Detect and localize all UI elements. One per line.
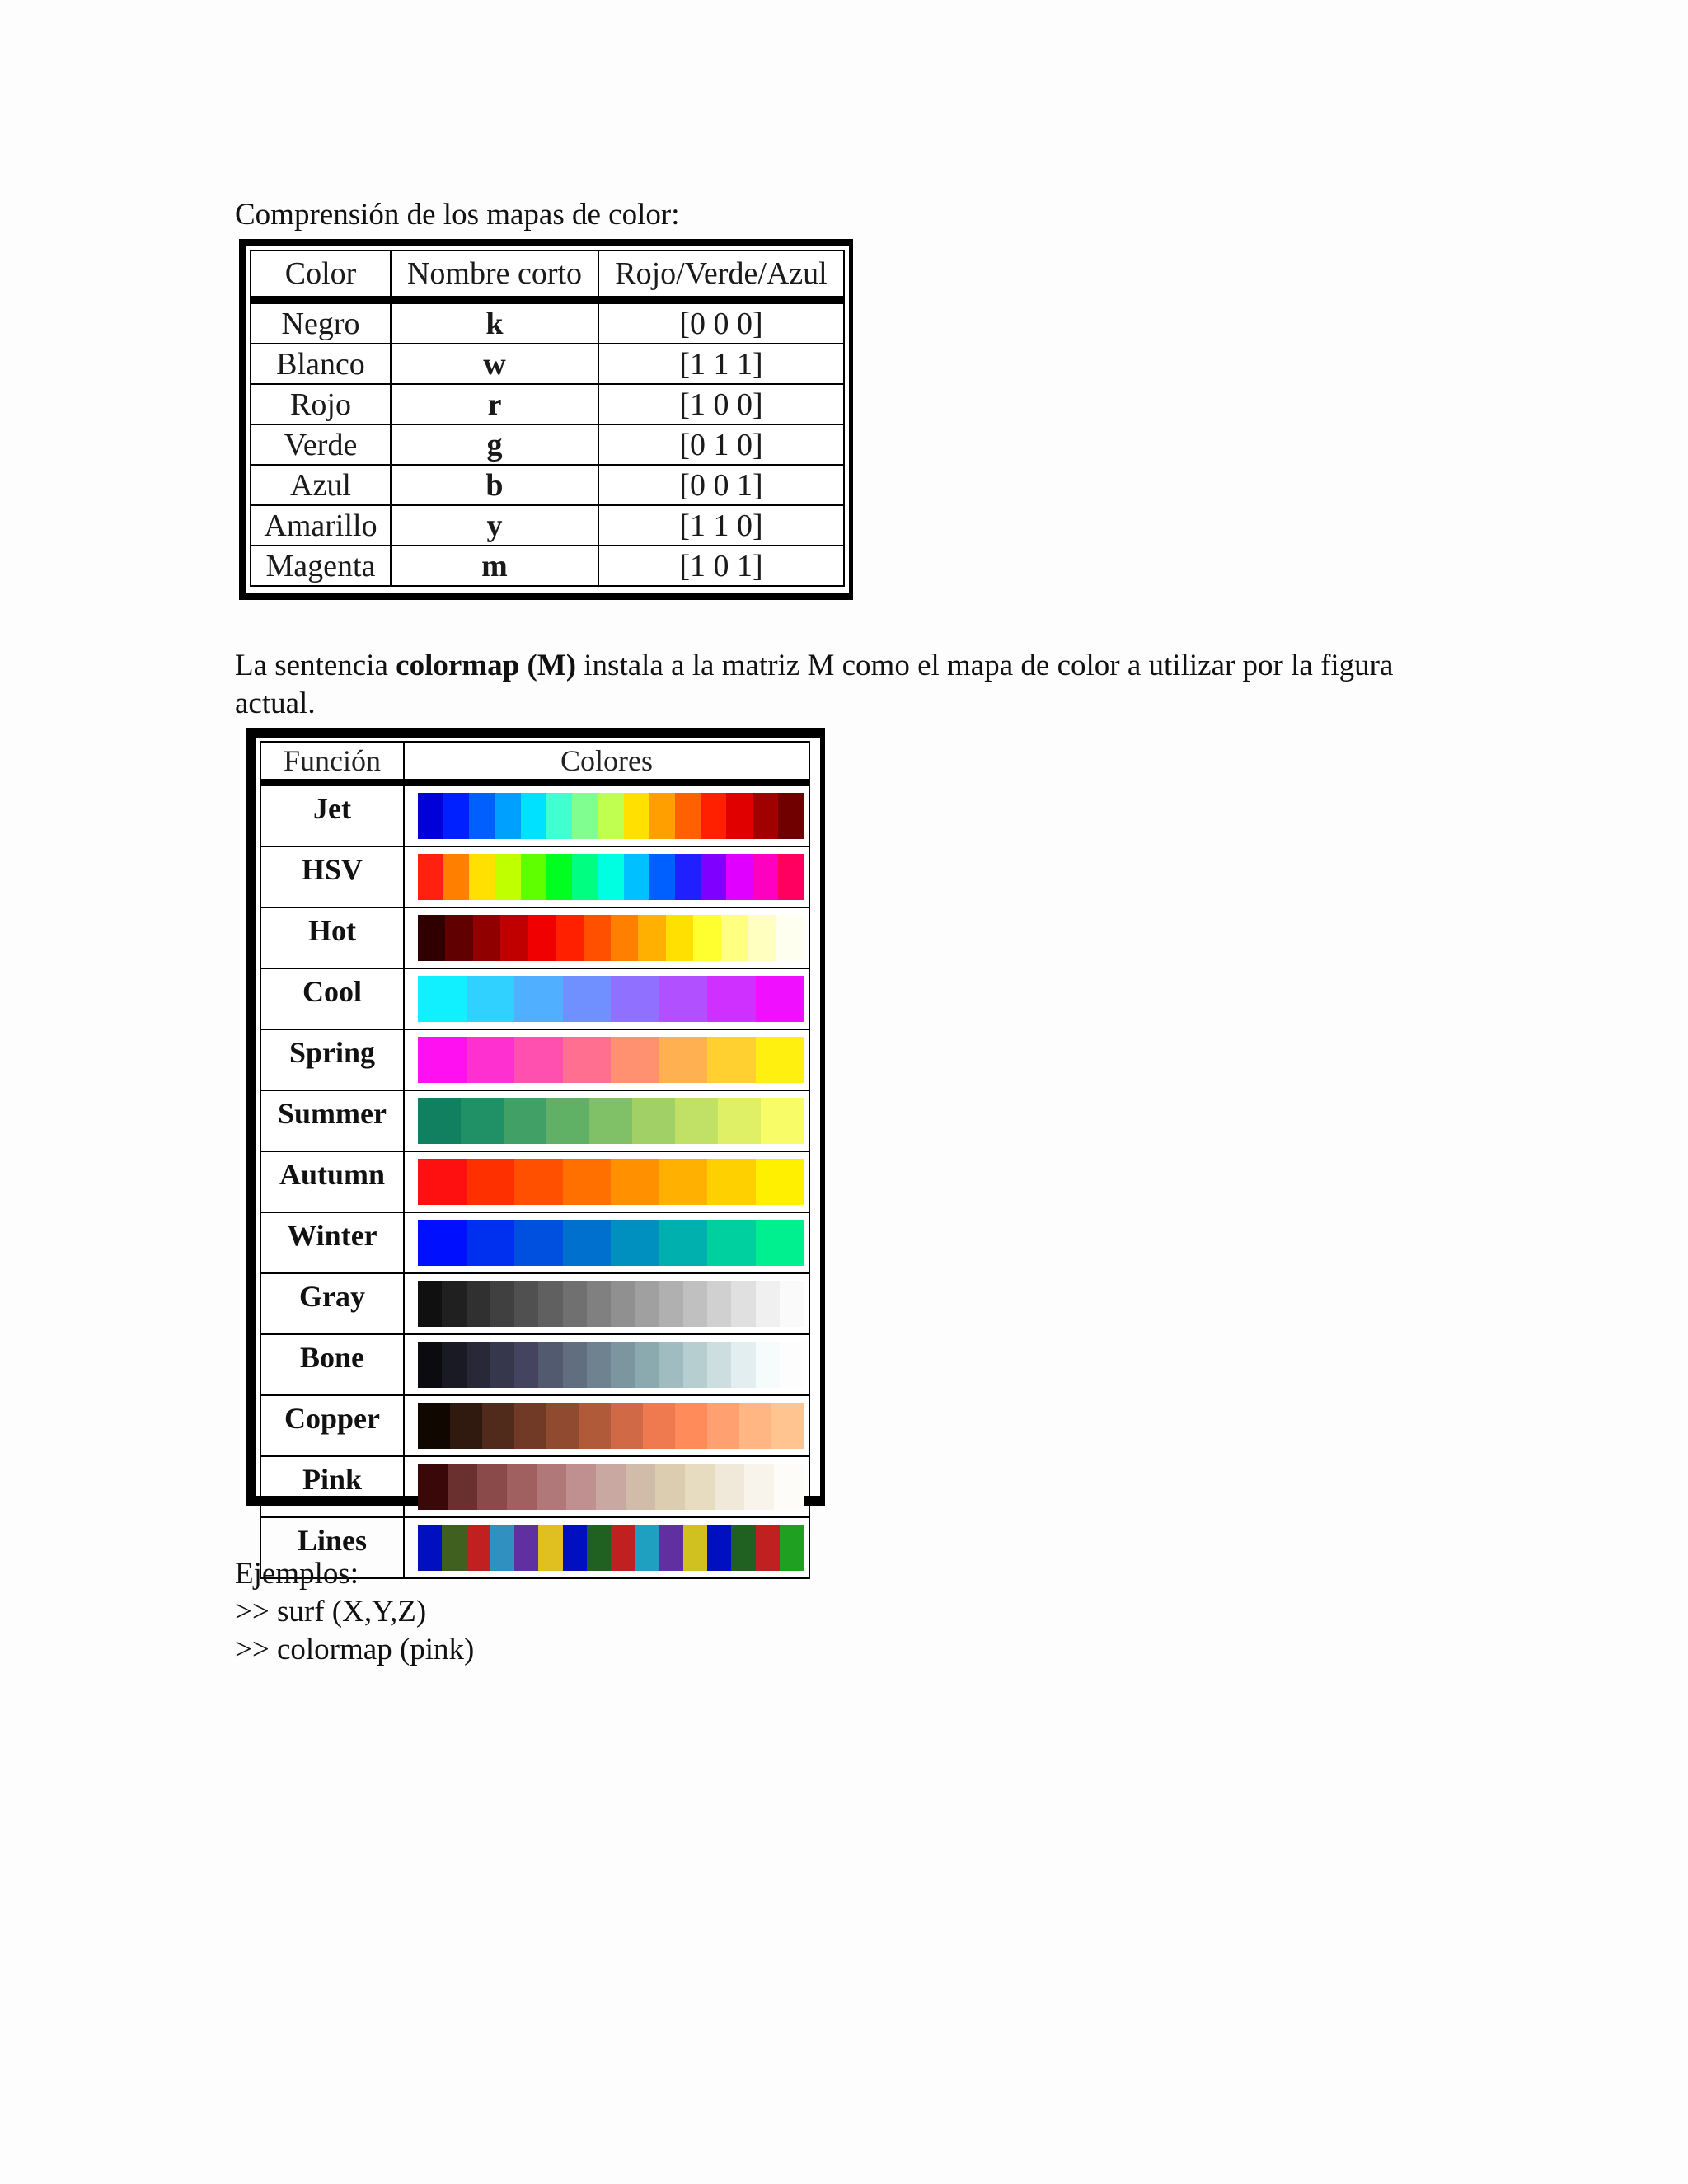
color-swatch (707, 1403, 739, 1449)
color-swatch (780, 1342, 804, 1388)
color-swatch (556, 915, 583, 961)
color-swatch (683, 1281, 707, 1327)
color-swatch (675, 793, 701, 839)
colormap-bar-cell (404, 1456, 809, 1517)
rgb-value-cell: [1 0 1] (598, 546, 844, 586)
color-swatch (776, 915, 803, 961)
color-swatch (514, 1159, 563, 1205)
table-row (251, 300, 844, 344)
color-swatch (563, 1525, 587, 1571)
color-swatch (418, 793, 443, 839)
color-name-cell: Azul (251, 465, 391, 505)
color-swatch (683, 1342, 707, 1388)
color-swatch (659, 1525, 683, 1571)
table-row (251, 505, 844, 546)
color-swatch (611, 1525, 635, 1571)
color-swatch (546, 793, 572, 839)
color-swatch (655, 1464, 685, 1510)
color-swatch (731, 1281, 755, 1327)
color-swatch (442, 1342, 466, 1388)
table-row (251, 344, 844, 384)
color-swatch (626, 1464, 655, 1510)
color-swatch (482, 1403, 514, 1449)
color-swatch (598, 854, 623, 900)
colormap-function-name: HSV (260, 846, 404, 907)
color-swatch (683, 1525, 707, 1571)
color-swatch (611, 1281, 635, 1327)
colormap-function-name: Hot (260, 907, 404, 968)
colormap-gradient-bar (418, 1220, 804, 1266)
colormap-row (260, 1456, 809, 1517)
color-swatch (514, 1220, 563, 1266)
color-swatch (659, 1342, 683, 1388)
color-swatch (467, 1281, 490, 1327)
color-swatch (761, 1098, 804, 1144)
colormap-row (260, 783, 809, 847)
color-swatch (666, 915, 693, 961)
colormap-gradient-bar (418, 1098, 804, 1144)
color-swatch (649, 854, 675, 900)
color-swatch (780, 1525, 804, 1571)
intro-text: Comprensión de los mapas de color: (235, 198, 680, 232)
color-swatch (546, 1403, 579, 1449)
color-swatch (528, 915, 556, 961)
color-swatch (756, 1281, 780, 1327)
color-swatch (753, 793, 778, 839)
color-swatch (477, 1464, 507, 1510)
colormap-function-name: Jet (260, 783, 404, 847)
sentence-after: instala a la matriz M como el mapa de color a utilizar por la figura actual. (235, 649, 1394, 720)
color-swatch (778, 854, 804, 900)
color-swatch (753, 854, 778, 900)
color-swatch (445, 915, 472, 961)
color-name-cell: Verde (251, 424, 391, 465)
color-swatch (659, 1037, 708, 1083)
color-swatch (418, 1098, 461, 1144)
color-swatch (707, 1159, 756, 1205)
colormap-gradient-bar (418, 1281, 804, 1327)
color-swatch (467, 1037, 515, 1083)
color-swatch (538, 1281, 562, 1327)
color-swatch (418, 976, 467, 1022)
color-swatch (611, 1342, 635, 1388)
color-swatch (521, 854, 546, 900)
table-row (251, 424, 844, 465)
sentence-before: La sentencia (235, 649, 396, 682)
color-swatch (418, 1403, 450, 1449)
color-swatch (469, 793, 495, 839)
color-swatch (467, 1220, 515, 1266)
colormap-gradient-bar (418, 1525, 804, 1571)
color-swatch (756, 1037, 804, 1083)
example-line: >> colormap (pink) (235, 1633, 475, 1666)
color-swatch (442, 1281, 466, 1327)
color-swatch (443, 793, 469, 839)
color-swatch (598, 793, 623, 839)
color-swatch (467, 976, 515, 1022)
color-swatch (504, 1098, 546, 1144)
color-swatch (611, 976, 659, 1022)
color-swatch (659, 1159, 708, 1205)
colormap-bar-cell (404, 1090, 809, 1151)
color-swatch (659, 1281, 683, 1327)
colormap-bar-cell (404, 1273, 809, 1334)
rgb-value-cell: [0 1 0] (598, 424, 844, 465)
color-swatch (495, 854, 521, 900)
color-swatch (418, 1464, 448, 1510)
color-swatch (507, 1464, 537, 1510)
color-swatch (707, 1220, 756, 1266)
color-swatch (715, 1464, 744, 1510)
color-swatch (572, 854, 598, 900)
table-row (251, 546, 844, 586)
rgb-value-cell: [0 0 0] (598, 300, 844, 344)
color-swatch (624, 793, 649, 839)
examples-title: Ejemplos: (235, 1557, 359, 1591)
rgb-value-cell: [0 0 1] (598, 465, 844, 505)
color-swatch (490, 1281, 514, 1327)
color-swatch (756, 1220, 804, 1266)
color-name-cell: Negro (251, 300, 391, 344)
color-swatch (611, 915, 638, 961)
colormap-bar-cell (404, 1151, 809, 1212)
colormap-bar-cell (404, 1212, 809, 1273)
colormap-function-name: Summer (260, 1090, 404, 1151)
colormap-function-name: Lines (260, 1517, 404, 1578)
color-swatch (589, 1098, 632, 1144)
colormap-bar-cell (404, 783, 809, 847)
color-swatch (675, 1403, 707, 1449)
color-swatch (500, 915, 528, 961)
color-swatch (514, 1403, 546, 1449)
colormap-row (260, 1273, 809, 1334)
colormap-gradient-bar (418, 1159, 804, 1205)
color-swatch (450, 1403, 482, 1449)
color-swatch (514, 1342, 538, 1388)
colormap-bar-cell (404, 846, 809, 907)
color-name-cell: Amarillo (251, 505, 391, 546)
color-swatch (537, 1464, 566, 1510)
color-swatch (718, 1098, 761, 1144)
color-swatch (418, 854, 443, 900)
colormap-function-name: Copper (260, 1395, 404, 1456)
colormap-table (246, 728, 825, 1557)
color-swatch (748, 915, 776, 961)
color-swatch (546, 854, 572, 900)
color-swatch (563, 1159, 612, 1205)
color-swatch (726, 854, 752, 900)
colormap-bar-cell (404, 968, 809, 1029)
color-swatch (707, 1037, 756, 1083)
colormap-bar-cell (404, 1029, 809, 1090)
colormap-sentence (235, 647, 1455, 723)
colormap-bar-cell (404, 907, 809, 968)
colormap-gradient-bar (418, 1464, 804, 1510)
color-swatch (546, 1098, 589, 1144)
color-swatch (514, 1281, 538, 1327)
colormap-row (260, 846, 809, 907)
color-swatch (756, 1525, 780, 1571)
color-swatch (693, 915, 720, 961)
color-swatch (731, 1525, 755, 1571)
color-swatch (611, 1403, 643, 1449)
color-swatch (739, 1403, 771, 1449)
color-swatch (744, 1464, 774, 1510)
colormap-row (260, 1090, 809, 1151)
short-name-cell: m (391, 546, 598, 586)
color-swatch (418, 1037, 467, 1083)
colormap-row (260, 1151, 809, 1212)
color-swatch (635, 1281, 659, 1327)
color-swatch (538, 1342, 562, 1388)
sentence-bold: colormap (M) (396, 649, 577, 682)
color-swatch (611, 1037, 659, 1083)
colormap-gradient-bar (418, 915, 804, 961)
color-swatch (473, 915, 500, 961)
colormap-gradient-bar (418, 976, 804, 1022)
colormap-gradient-bar (418, 1403, 804, 1449)
color-swatch (707, 1525, 731, 1571)
color-name-cell: Rojo (251, 384, 391, 424)
color-swatch (624, 854, 649, 900)
color-swatch (635, 1342, 659, 1388)
color-swatch (675, 854, 701, 900)
colormap-row (260, 1395, 809, 1456)
colormap-row (260, 907, 809, 968)
color-swatch (563, 1342, 587, 1388)
color-swatch (461, 1098, 504, 1144)
color-swatch (771, 1403, 804, 1449)
color-swatch (448, 1464, 477, 1510)
color-swatch (756, 1342, 780, 1388)
rgb-value-cell: [1 1 0] (598, 505, 844, 546)
color-swatch (726, 793, 752, 839)
color-swatch (490, 1342, 514, 1388)
colormap-row (260, 968, 809, 1029)
color-swatch (659, 1220, 708, 1266)
short-name-cell: r (391, 384, 598, 424)
short-name-cell: k (391, 300, 598, 344)
examples-block (235, 1555, 474, 1669)
short-name-cell: b (391, 465, 598, 505)
table-row (251, 465, 844, 505)
table-row (251, 384, 844, 424)
color-swatch (584, 915, 611, 961)
color-swatch (566, 1464, 596, 1510)
colormap-bar-cell (404, 1334, 809, 1395)
color-swatch (467, 1342, 490, 1388)
color-swatch (638, 915, 665, 961)
colormap-gradient-bar (418, 1342, 804, 1388)
color-swatch (563, 1220, 612, 1266)
color-swatch (596, 1464, 626, 1510)
colormap-row (260, 1029, 809, 1090)
color-swatch (495, 793, 521, 839)
colormap-function-name: Spring (260, 1029, 404, 1090)
color-swatch (611, 1159, 659, 1205)
color-swatch (701, 793, 726, 839)
colormap-function-name: Pink (260, 1456, 404, 1517)
rgb-value-cell: [1 1 1] (598, 344, 844, 384)
color-swatch (721, 915, 748, 961)
color-swatch (563, 976, 612, 1022)
color-swatch (418, 1220, 467, 1266)
color-swatch (675, 1098, 718, 1144)
color-swatch (659, 976, 708, 1022)
color-swatch (521, 793, 546, 839)
color-swatch (490, 1525, 514, 1571)
colormap-function-name: Gray (260, 1273, 404, 1334)
color-swatch (469, 854, 495, 900)
color-swatch (611, 1220, 659, 1266)
color-swatch (780, 1281, 804, 1327)
colormap-function-name: Winter (260, 1212, 404, 1273)
short-name-cell: w (391, 344, 598, 384)
color-swatch (418, 1159, 467, 1205)
colormap-bar-cell (404, 1395, 809, 1456)
color-name-table (239, 239, 853, 600)
color-swatch (643, 1403, 675, 1449)
color-swatch (756, 1159, 804, 1205)
color-swatch (538, 1525, 562, 1571)
color-swatch (731, 1342, 755, 1388)
color-swatch (635, 1525, 659, 1571)
colormap-gradient-bar (418, 854, 804, 900)
colormap-gradient-bar (418, 793, 804, 839)
header-short-name: Nombre corto (391, 251, 598, 300)
color-name-cell: Magenta (251, 546, 391, 586)
rgb-value-cell: [1 0 0] (598, 384, 844, 424)
color-swatch (701, 854, 726, 900)
color-swatch (514, 1037, 563, 1083)
header-colors: Colores (404, 742, 809, 783)
color-swatch (649, 793, 675, 839)
color-swatch (707, 1342, 731, 1388)
color-swatch (563, 1281, 587, 1327)
color-swatch (756, 976, 804, 1022)
color-swatch (587, 1342, 611, 1388)
color-swatch (587, 1281, 611, 1327)
colormap-function-name: Autumn (260, 1151, 404, 1212)
color-swatch (587, 1525, 611, 1571)
color-swatch (418, 915, 445, 961)
colormap-gradient-bar (418, 1037, 804, 1083)
short-name-cell: g (391, 424, 598, 465)
example-line: >> surf (X,Y,Z) (235, 1595, 427, 1629)
color-swatch (467, 1159, 515, 1205)
color-swatch (778, 793, 804, 839)
color-swatch (514, 976, 563, 1022)
color-swatch (563, 1037, 612, 1083)
short-name-cell: y (391, 505, 598, 546)
colormap-row (260, 1334, 809, 1395)
color-name-cell: Blanco (251, 344, 391, 384)
color-swatch (685, 1464, 715, 1510)
color-swatch (418, 1281, 442, 1327)
header-function: Función (260, 742, 404, 783)
color-swatch (579, 1403, 611, 1449)
header-rgb: Rojo/Verde/Azul (598, 251, 844, 300)
color-swatch (707, 1281, 731, 1327)
colormap-function-name: Bone (260, 1334, 404, 1395)
color-swatch (707, 976, 756, 1022)
color-swatch (572, 793, 598, 839)
header-color: Color (251, 251, 391, 300)
color-swatch (774, 1464, 804, 1510)
color-swatch (514, 1525, 538, 1571)
colormap-function-name: Cool (260, 968, 404, 1029)
color-swatch (443, 854, 469, 900)
color-swatch (632, 1098, 675, 1144)
colormap-row (260, 1212, 809, 1273)
color-swatch (418, 1342, 442, 1388)
